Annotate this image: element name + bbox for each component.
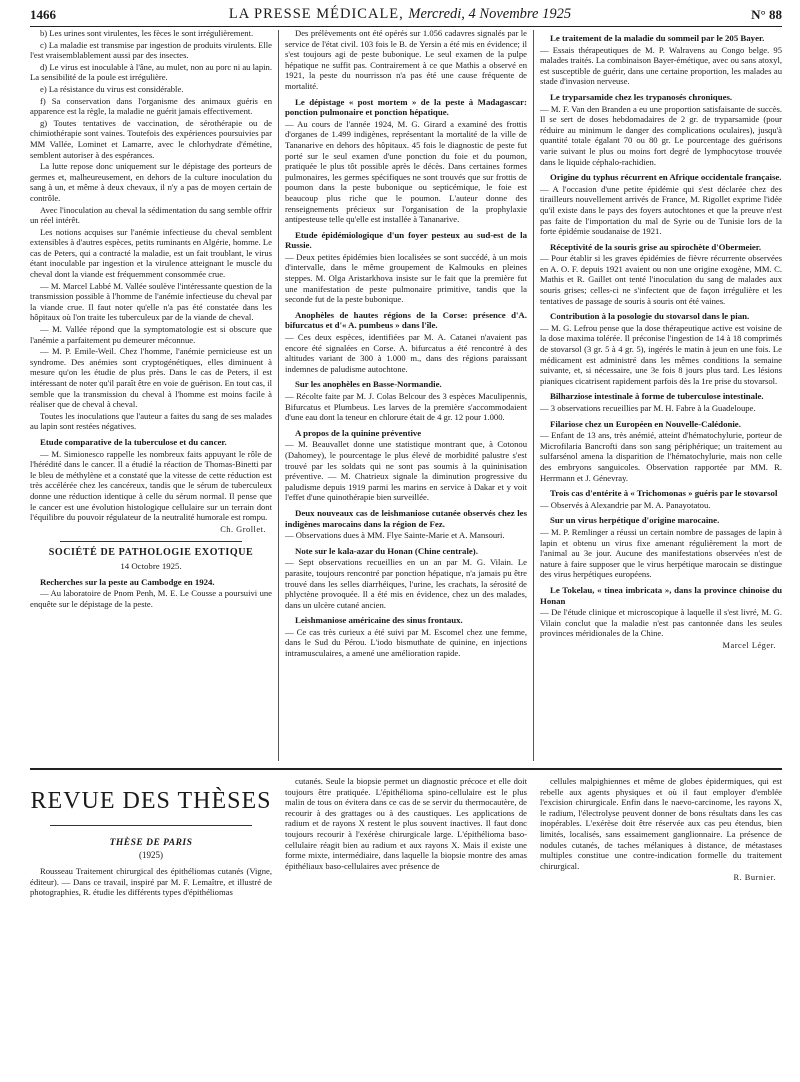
society-heading: SOCIÉTÉ DE PATHOLOGIE EXOTIQUE xyxy=(48,547,254,559)
paragraph: c) La maladie est transmise par ingestion de produits virulents. Elle l'est vraisemblablement aussi par des insectes. xyxy=(30,39,272,61)
paragraph: Les notions acquises sur l'anémie infectieuse du cheval semblent extensibles à d'autres espèces, petits ruminants en Algérie, homme. Le cas de Peters, qui a contracté la maladie, est un fait troublant, le virus étant inoculable par ingestion et la virulence atteignant le muscle du cheval dont la viande est fréquemment consommée crue. xyxy=(30,226,272,280)
revue-title: REVUE DES THÈSES xyxy=(30,788,272,814)
review-text: cellules malpighiennes et même de globes épidermiques, qui est rebelle aux agents physiques et où il faut employer d'emblée l'excision chirurgicale. Enfin dans le naevo-carcinome, les rayons X, le radium, l'électrolyse peuvent donner de bons résultats dans les cas inopérables. L'exérèse doit être réservée aux cas peu étendus, bien limités, localisés, sans essaimement ganglionnaire. La présence de nodules cutanés, de taches mélaniques à distance, de métastases multiples constitue une contre-indication formelle du traitement chirurgical. xyxy=(540,776,782,871)
column-1 xyxy=(30,28,272,763)
newspaper-page xyxy=(30,0,782,1082)
article-title: Etude comparative de la tuberculose et du cancer. xyxy=(40,436,227,447)
article-title: Note sur le kala-azar du Honan (Chine centrale). xyxy=(295,545,478,556)
article-title: Le tryparsamide chez les trypanosés chroniques. xyxy=(550,91,733,102)
article-text: — Observés à Alexandrie par M. A. Panayotatou. xyxy=(540,499,711,510)
session-date: 14 Octobre 1925. xyxy=(120,560,182,571)
article-text: — A l'occasion d'une petite épidémie qui s'est déclarée chez des tirailleurs nouvellement arrivés de France, M. Rigollet exprime l'idée qu'il existe dans le pays des foyers autochtones et que la preuve n'est pas faite de l'importation du mal de Syrie ou de Tunisie lors de la forte épidémie soudanaise de 1921. xyxy=(540,183,782,237)
paragraph: — M. Marcel Labbé M. Vallée soulève l'intéressante question de la transmission possible à l'homme de l'anémie infectieuse du cheval par la viande crue. Il faut noter qu'elle n'a pas été constatée dans les hôpitaux où l'on traite les tuberculeux par de la viande de cheval. xyxy=(30,280,272,323)
review-text: cutanés. Seule la biopsie permet un diagnostic précoce et elle doit toujours être pratiquée. L'épithélioma spino-cellulaire est le plus malin de tous on évitera dans ce cas de se servir du thermocautère, de recourir à des grattages ou à des caustiques. Les applications de radium et de rayons X restent le plus souvent inactives. Il faut donc toujours recourir à l'exérèse chirurgicale large. L'épithélioma baso-cellulaire réagit bien au radium et aux rayons X. Mais il existe une forme mixte, intermédiaire, dans laquelle la biopsie montre des amas épithéliaux baso-cellulaires avec présence de xyxy=(285,776,527,871)
revue-column-2 xyxy=(285,776,527,871)
revue-rule xyxy=(50,825,252,826)
these-year: (1925) xyxy=(139,850,163,860)
article-text: — Sept observations recueillies en un an par M. G. Vilain. Le parasite, toujours rencontré par ponction hépatique, n'a jamais pu être trouvé dans les selles diarrhéiques, l'urine, les crachats, la sérosité de phlyctène provoquée. Il a été mis en évidence, chez un des malades, dans un ulcère cutané ancien. xyxy=(285,557,527,610)
article-text: — Ces deux espèces, identifiées par M. A. Catanei n'avaient pas encore été signalées en Corse. A. bifurcatus a été rencontré à des altitudes variant de 300 à 1.000 m., dans des régions paraissant indemnes de paludisme autochtone. xyxy=(285,332,527,374)
article-text: — Essais thérapeutiques de M. P. Walravens au Congo belge. 95 malades traités. La combinaison Bayer-émétique, avec ou sans atoxyl, est susceptible de guérir, dans une certaine proportion, les malades au stade d'invasion nerveuse. xyxy=(540,44,782,87)
journal-title xyxy=(170,6,630,23)
issue-date: Mercredi, 4 Novembre 1925 xyxy=(408,6,572,22)
article-text: — 3 observations recueillies par M. H. Fabre à la Guadeloupe. xyxy=(540,403,756,413)
paragraph: — M. P. Emile-Weil. Chez l'homme, l'anémie pernicieuse est un syndrome. Des anémies sont cryptogénétiques, elles diminuent à mesure qu'on les étudie de plus près. Dans le cas de Peters, il est intéressant de noter qu'il paraît être en voie de guérison. En tout cas, il semble que la transmission du cheval à l'homme est moins facile à réaliser que de cheval à cheval. xyxy=(30,346,272,410)
article-text: — Récolte faite par M. J. Colas Belcour des 3 espèces Maculipennis, Bifurcatus et Plumbeus. Les larves de la première s'accommodaient d'une eau dont la teneur en chlorure était de 4 gr. 12 pour 1.000. xyxy=(285,391,527,423)
journal-name: LA PRESSE MÉDICALE, xyxy=(228,6,404,22)
signature: R. Burnier. xyxy=(733,873,776,883)
article-title: Etude épidémiologique d'un foyer pesteux au sud-est de la Russie. xyxy=(285,229,527,251)
article-text: — M. Simionesco rappelle les nombreux faits appuyant le rôle de l'hérédité dans le cancer. Il a étudié la réaction de Thomas-Binetti par le bleu de méthylène et a constaté que la vitesse de cette réduction est très accélérée chez les cancéreux, tandis que le sérum de tuberculeux donne une réduction identique à celle du sérum normal. Il pense que le cancer est une évolution histologique cellulaire sur un terrain dont l'équilibre du pouvoir régulateur de la neutralité humorale est rompu. xyxy=(30,448,272,523)
article-title: A propos de la quinine préventive xyxy=(295,427,422,438)
article-title: Bilharziose intestinale à forme de tuberculose intestinale. xyxy=(550,391,764,402)
article-title: Leishmaniose américaine des sinus frontaux. xyxy=(295,615,463,626)
column-divider xyxy=(533,30,534,761)
article-title: Le Tokelau, « tinea imbricata », dans la province chinoise du Honan xyxy=(540,584,782,606)
paragraph: b) Les urines sont virulentes, les fèces le sont irrégulièrement. xyxy=(40,28,254,38)
column-divider xyxy=(278,30,279,761)
page-header xyxy=(30,6,782,27)
these-heading: THÈSE DE PARIS xyxy=(109,838,193,848)
article-text: — De l'étude clinique et microscopique à laquelle il s'est livré, M. G. Vilain conclut que la maladie n'est pas cantonnée dans les seules provinces méridionales de la Chine. xyxy=(540,607,782,639)
article-text: — Enfant de 13 ans, très anémié, atteint d'hématochylurie, porteur de Microfilaria Bancrofti dans son sang périphérique; un traitement au sulfarsénol amena la disparition de l'hématochylurie, mais non celle des embryons sanguicoles. Observation rapportée par MM. R. Herrmann et J. Génevray. xyxy=(540,430,782,483)
article-text: — M. G. Lefrou pense que la dose thérapeutique active est voisine de la dose maxima tolérée. Il préconise l'ingestion de 14 à 18 comprimés de stovarsol (3 gr. 5 à 4 gr. 5), ingérés le matin à jeun en une fois. Le médicament est administré dans les mêmes conditions la semaine suivante, et, si nécessaire, une 3e fois 8 jours plus tard. Les lésions pianiques cicatrisent rapidement parfois dès la 1re prise du stovarsol. xyxy=(540,322,782,386)
article-title: Le dépistage « post mortem » de la peste à Madagascar: ponction pulmonaire et ponction hépatique. xyxy=(285,96,527,118)
article-text: — Ce cas très curieux a été suivi par M. Escomel chez une femme, dans le Sud du Pérou. L'iodo bismuthate de quinine, en injections intramusculaires, a amené une amélioration rapide. xyxy=(285,626,527,659)
paragraph: d) Le virus est inoculable à l'âne, au mulet, non au porc ni au lapin. La sensibilité de la poule est irrégulière. xyxy=(30,61,272,83)
article-text: — Au cours de l'année 1924, M. G. Girard a examiné des frottis d'organes de 1.499 indigènes, représentant la mortalité de la ville de Tananarive en dehors des hôpitaux. 45 fois le diagnostic de peste fut porté sur le seul examen d'une ponction du foie et du poumon, pratiquée le plus tôt possible après le décès. Dans certaines formes pulmonaires, les germes spécifiques ne sont trouvés que sur frottis de poumon dans la peste bubonique ou septicémique, le foie est beaucoup plus riche que le poumon. L'auteur donne des renseignements précieux sur l'organisation de la prophylaxie antipesteuse telle qu'elle est installée à Tananarive. xyxy=(285,118,527,225)
revue-section xyxy=(30,776,272,1076)
column-3 xyxy=(540,28,782,763)
paragraph: Avec l'inoculation au cheval la sédimentation du sang semble offrir un réel intérêt. xyxy=(30,204,272,226)
article-title: Trois cas d'entérite à « Trichomonas » guéris par le stovarsol xyxy=(550,488,778,499)
article-text: — Deux petites épidémies bien localisées se sont succédé, à un mois d'intervalle, dans le même groupement de Kalmouks en pleines steppes. M. Olga Aristarkhova insiste sur le fait que la première fut une manifestation de peste pulmonaire primitive, tandis que la seconde fut de la peste bubonique. xyxy=(285,251,527,305)
issue-number: N° 88 xyxy=(751,7,782,22)
paragraph: f) Sa conservation dans l'organisme des animaux guéris en apparence est la règle, la maladie ne guérit jamais effectivement. xyxy=(30,95,272,117)
page-number: 1466 xyxy=(30,7,56,22)
paragraph: Toutes les inoculations que l'auteur a faites du sang de ses malades au lapin sont restées négatives. xyxy=(30,410,272,432)
article-text: — Observations dues à MM. Flye Sainte-Marie et A. Mansouri. xyxy=(285,530,505,541)
revue-column-3 xyxy=(540,776,782,884)
review-text: Rousseau Traitement chirurgical des épithéliomas cutanés (Vigne, éditeur). — Dans ce travail, inspiré par M. F. Lemaître, et illustré de photographies, R. étudie les différents types d'épithéliomas xyxy=(30,866,272,898)
article-title: Le traitement de la maladie du sommeil par le 205 Bayer. xyxy=(550,33,765,43)
section-rule xyxy=(60,541,242,542)
paragraph: e) La résistance du virus est considérable. xyxy=(40,83,184,94)
article-text: — M. P. Remlinger a réussi un certain nombre de passages de lapin à lapin et obtenu un virus fixe amenant régulièrement la mort de l'animal au 3e jour. Aucune des manifestations observées n'est de nature à faire supposer que le virus herpétique marocain se distingue des virus herpétiques européens. xyxy=(540,526,782,580)
article-title: Deux nouveaux cas de leishmaniose cutanée observés chez les indigènes marocains dans la région de Fez. xyxy=(285,507,527,529)
article-title: Sur un virus herpétique d'origine marocaine. xyxy=(550,515,720,526)
article-title: Réceptivité de la souris grise au spirochète d'Obermeier. xyxy=(550,241,762,252)
article-text: — M. Beauvallet donne une statistique montrant que, à Cotonou (Dahomey), le pourcentage le plus élevé de morbidité palustre s'est trouvé par les soldats qui ne sont pas soumis à la quininisation préventive. — M. Chatrieux signale la diminution progressive du paludisme depuis 1919 parmi les marins en service à Dakar et y voit l'effet d'une quinothérapie bien surveillée. xyxy=(285,439,527,503)
article-title: Recherches sur la peste au Cambodge en 1924. xyxy=(40,576,215,587)
signature: Marcel Léger. xyxy=(722,640,776,650)
article-title: Sur les anophèles en Basse-Normandie. xyxy=(295,379,442,390)
article-title: Contribution à la posologie du stovarsol dans le pian. xyxy=(550,311,750,322)
column-2 xyxy=(285,28,527,763)
paragraph: g) Toutes tentatives de vaccination, de sérothérapie ou de chimiothérapie sont vaines. Toutefois des expériences poursuivies par MM Vallée, Lominet et Lamarre, avec le chlorhydrate d'émétine, semblent autoriser à des espérances. xyxy=(30,117,272,160)
article-title: Origine du typhus récurrent en Afrique occidentale française. xyxy=(550,172,782,183)
signature: Ch. Grollet. xyxy=(220,524,266,534)
paragraph: La lutte repose donc uniquement sur le dépistage des porteurs de germes et, malheureusement, en dehors de la culture inoculation du sang à un, et même à deux chevaux, il n'y a pas de moyen certain de contrôle. xyxy=(30,161,272,203)
section-divider xyxy=(30,768,782,770)
article-title: Filariose chez un Européen en Nouvelle-Calédonie. xyxy=(550,418,741,429)
article-text: — Au laboratoire de Pnom Penh, M. E. Le Cousse a poursuivi une enquête sur le dépistage de la peste. xyxy=(30,588,272,609)
article-title: Anophèles de hautes régions de la Corse: présence d'A. bifurcatus et d'« A. pumbeus » dans l'île. xyxy=(285,309,527,331)
article-text: Des prélèvements ont été opérés sur 1.056 cadavres signalés par le service de l'état civil. 103 fois le B. de Yersin a été mis en évidence; il s'est toujours agi de peste bubonique. Le seul examen de la pulpe hépatique ne suffit pas. Contrairement à ce que Mathis a observé en 1921, la peste du nourrisson n'a pas été une cause fréquente de mortalité. xyxy=(285,28,527,91)
paragraph: — M. Vallée répond que la symptomatologie est si obscure que l'anémie a parfaitement pu demeurer méconnue. xyxy=(30,324,272,345)
article-text: — M. F. Van den Branden a eu une proportion satisfaisante de succès. Il se sert de doses hebdomadaires de 2 gr. de tryparsamide (pour réduire au minimum le danger des complications oculaires), jusqu'à quantité totale égalant 70 ou 80 gr. Le pourcentage des guérisons varie suivant le plus ou moins fort degré de lymphocytose trouvée dans le liquide céphalo-rachidien. xyxy=(540,103,782,167)
article-text: — Pour établir si les graves épidémies de fièvre récurrente observées en A. O. F. depuis 1921 avaient ou non une origine exogène, MM. C. Mathis et R. Gaillet ont tenté l'inoculation du sang de malades aux souris grises; celles-ci ne s'infectent que de façon irrégulière et les tentatives de passage de souris à souris ont été vaines. xyxy=(540,253,782,306)
